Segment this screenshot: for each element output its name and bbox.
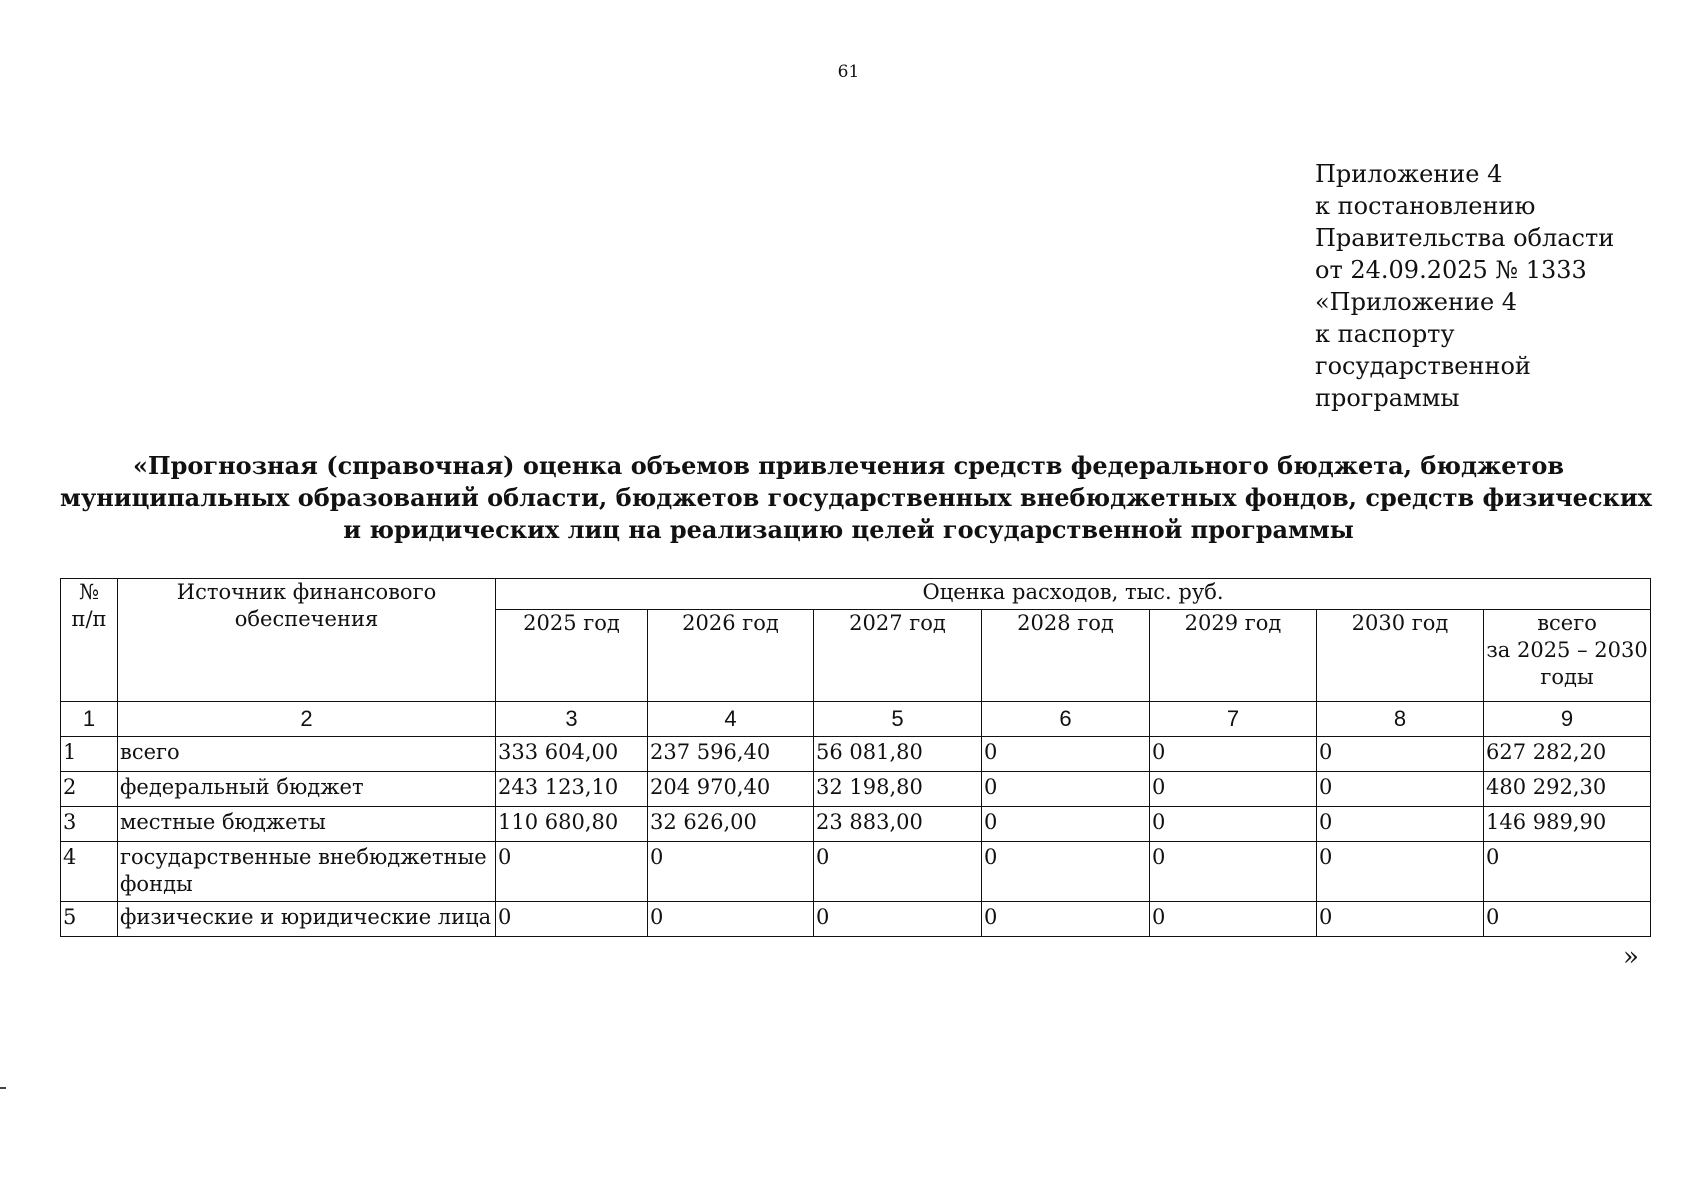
row-value: 0 [496,842,648,902]
appendix-line: государственной [1315,352,1531,380]
title-line: и юридических лиц на реализацию целей государственной программы [343,515,1354,544]
header-year: 2028 год [982,610,1150,702]
header-year: 2027 год [814,610,982,702]
row-value: 0 [1317,902,1484,937]
header-year: 2026 год [648,610,814,702]
closing-quote: » [1623,942,1639,972]
row-value: 0 [1317,772,1484,807]
header-total [1484,610,1651,702]
row-value: 0 [1150,842,1317,902]
row-value: 0 [982,902,1150,937]
column-number-row [61,702,1651,737]
row-source: всего [118,737,496,772]
column-number: 7 [1150,702,1317,737]
row-source: физические и юридические лица [118,902,496,937]
row-total: 627 282,20 [1484,737,1651,772]
header-total-line: за 2025 – 2030 [1486,638,1648,662]
row-value: 0 [982,807,1150,842]
page-number: 61 [837,62,860,82]
row-value: 0 [1317,842,1484,902]
row-number: 5 [61,902,118,937]
column-number: 3 [496,702,648,737]
column-number: 1 [61,702,118,737]
header-source-line: Источник финансового [176,580,437,604]
appendix-line: Правительства области [1315,224,1615,252]
row-source: местные бюджеты [118,807,496,842]
appendix-line: к паспорту [1315,320,1455,348]
row-number: 4 [61,842,118,902]
table-row [61,807,1651,842]
row-value: 0 [1317,737,1484,772]
scan-edge-mark [0,1087,6,1089]
header-total-line: годы [1540,665,1594,689]
row-number: 2 [61,772,118,807]
appendix-line: «Приложение 4 [1315,288,1518,316]
column-number: 5 [814,702,982,737]
row-value: 0 [1317,807,1484,842]
row-value: 0 [1150,902,1317,937]
header-year: 2030 год [1317,610,1484,702]
header-year: 2025 год [496,610,648,702]
document-title [60,450,1652,546]
appendix-line: от 24.09.2025 № 1333 [1315,256,1587,284]
row-value: 243 123,10 [496,772,648,807]
row-value: 0 [1150,772,1317,807]
row-total: 0 [1484,842,1651,902]
row-source: федеральный бюджет [118,772,496,807]
header-year: 2029 год [1150,610,1317,702]
row-total: 146 989,90 [1484,807,1651,842]
row-value: 32 626,00 [648,807,814,842]
column-number: 4 [648,702,814,737]
row-value: 0 [982,772,1150,807]
row-value: 23 883,00 [814,807,982,842]
column-number: 8 [1317,702,1484,737]
header-number [61,579,118,702]
title-line: муниципальных образований области, бюджетов государственных внебюджетных фондов, средств физических [60,483,1652,512]
table-row [61,902,1651,937]
row-value: 237 596,40 [648,737,814,772]
table-row [61,772,1651,807]
column-number: 6 [982,702,1150,737]
column-number: 9 [1484,702,1651,737]
row-value: 32 198,80 [814,772,982,807]
row-total: 480 292,30 [1484,772,1651,807]
financing-table [60,578,1651,937]
row-value: 333 604,00 [496,737,648,772]
row-value: 204 970,40 [648,772,814,807]
row-value: 0 [814,902,982,937]
header-source [118,579,496,702]
appendix-line: к постановлению [1315,192,1536,220]
header-expense-estimate: Оценка расходов, тыс. руб. [496,579,1651,610]
column-number: 2 [118,702,496,737]
row-number: 3 [61,807,118,842]
row-value: 0 [814,842,982,902]
row-value: 56 081,80 [814,737,982,772]
title-line: «Прогнозная (справочная) оценка объемов привлечения средств федерального бюджета, бюджетов [132,451,1565,480]
row-value: 0 [496,902,648,937]
row-total: 0 [1484,902,1651,937]
row-source: государственные внебюджетные фонды [118,842,496,902]
row-value: 0 [1150,737,1317,772]
row-value: 0 [1150,807,1317,842]
row-value: 0 [982,737,1150,772]
appendix-line: Приложение 4 [1315,160,1503,188]
header-number-line: п/п [71,607,107,631]
table-row [61,737,1651,772]
header-number-line: № [79,580,99,604]
row-value: 0 [982,842,1150,902]
appendix-line: программы [1315,384,1460,412]
appendix-note [1315,158,1614,414]
row-value: 0 [648,902,814,937]
header-total-line: всего [1537,611,1597,635]
row-number: 1 [61,737,118,772]
header-source-line: обеспечения [234,607,379,631]
row-value: 110 680,80 [496,807,648,842]
row-value: 0 [648,842,814,902]
table-row [61,842,1651,902]
